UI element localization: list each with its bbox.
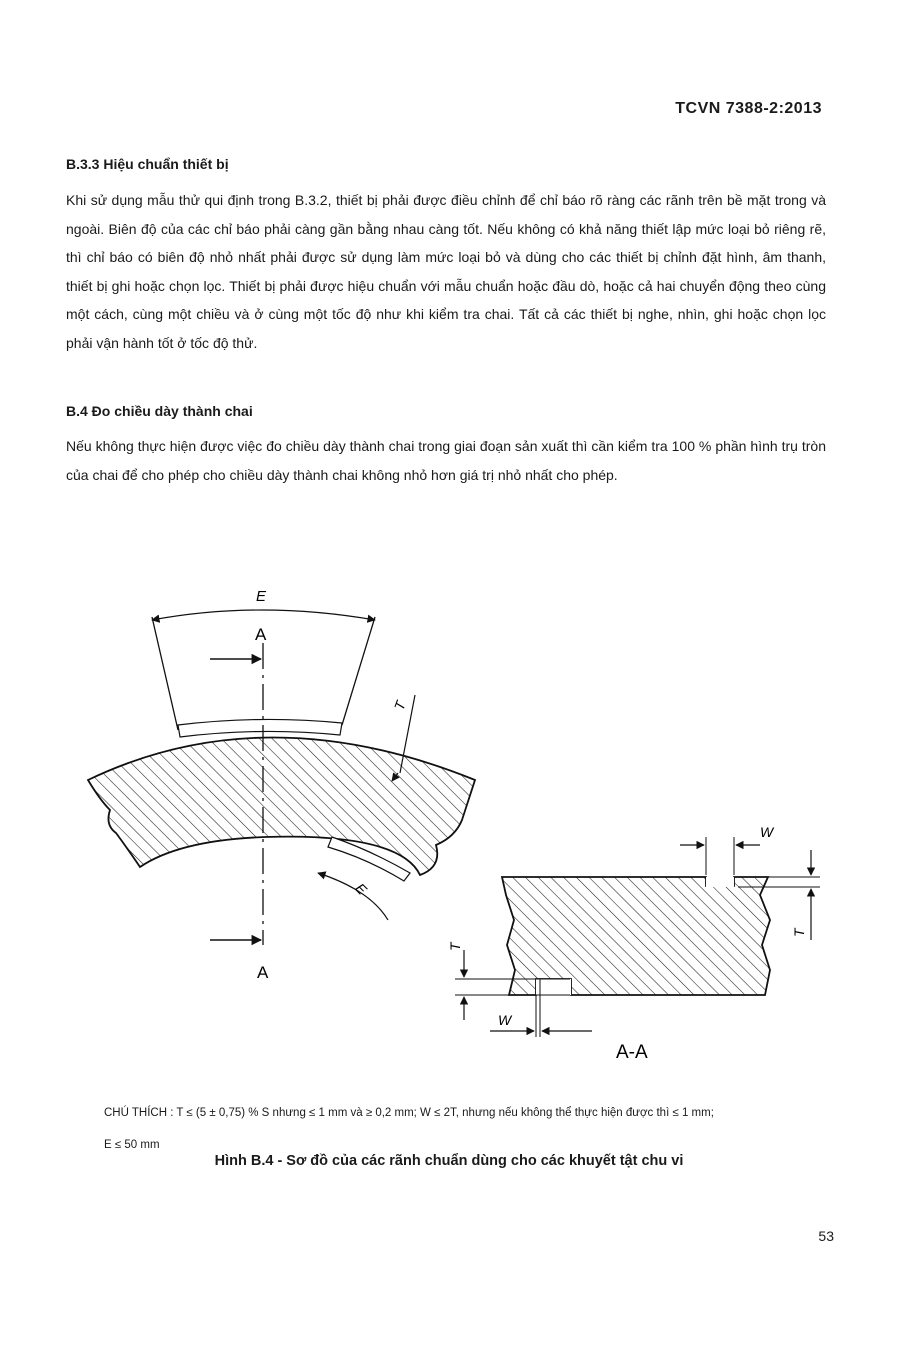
ring-section — [88, 738, 475, 876]
label-a-bottom: A — [257, 963, 269, 982]
figure-b4 — [70, 575, 840, 1075]
figure-note-line1: CHÚ THÍCH : T ≤ (5 ± 0,75) % S nhưng ≤ 1 mm và ≥ 0,2 mm; W ≤ 2T, nhưng nếu không thể thực hiện được thì ≤ 1 mm; — [104, 1107, 714, 1119]
section-b4-body: Nếu không thực hiện được việc đo chiều dày thành chai trong giai đoạn sản xuất thì cần kiểm tra 100 % phần hình trụ tròn của chai để cho phép cho chiều dày thành chai không nhỏ hơn giá trị nhỏ nhất cho phép. — [66, 438, 826, 483]
label-section-aa: A-A — [616, 1042, 648, 1063]
section-b33-body: Khi sử dụng mẫu thử qui định trong B.3.2, thiết bị phải được điều chỉnh để chỉ báo rõ ràng các rãnh trên bề mặt trong và ngoài. Biên độ của các chỉ báo phải càng gần bằng nhau càng tốt. Nếu không có khả năng thiết lập mức loại bỏ riêng rẽ, thì chỉ báo có biên độ nhỏ nhất phải được sử dụng làm mức loại bỏ và dùng cho các thiết bị chỉnh đặt hình, âm thanh, thiết bị ghi hoặc chọn lọc. Thiết bị phải được hiệu chuẩn với mẫu chuẩn hoặc đầu dò, hoặc cả hai chuyển động theo cùng một cách, cùng một chiều và ở cùng một tốc độ như khi kiểm tra chai. Tất cả các thiết bị nghe, nhìn, ghi hoặc chọn lọc phải vận hành tốt ở tốc độ thử. — [66, 192, 826, 351]
section-b4-title: B.4 Đo chiều dày thành chai — [66, 403, 253, 419]
label-t-right: T — [791, 928, 807, 937]
section-b33-title: B.3.3 Hiệu chuẩn thiết bị — [66, 156, 229, 172]
outer-groove — [178, 719, 342, 737]
label-t-arc: T — [390, 698, 409, 713]
figure-note — [104, 1097, 834, 1161]
page-number: 53 — [818, 1228, 834, 1244]
label-e-bottom: E — [352, 879, 371, 898]
document-id: TCVN 7388-2:2013 — [675, 100, 822, 117]
figure-caption: Hình B.4 - Sơ đồ của các rãnh chuẩn dùng cho các khuyết tật chu vi — [214, 1153, 684, 1169]
label-a-top: A — [255, 625, 267, 644]
label-w-bottom: W — [498, 1012, 512, 1028]
figure-note-line2: E ≤ 50 mm — [104, 1139, 160, 1151]
label-w-top: W — [760, 824, 774, 840]
label-e-top: E — [256, 588, 267, 605]
groove-diagram — [70, 575, 840, 1070]
wall-section — [502, 877, 770, 995]
label-t-left: T — [447, 942, 463, 951]
